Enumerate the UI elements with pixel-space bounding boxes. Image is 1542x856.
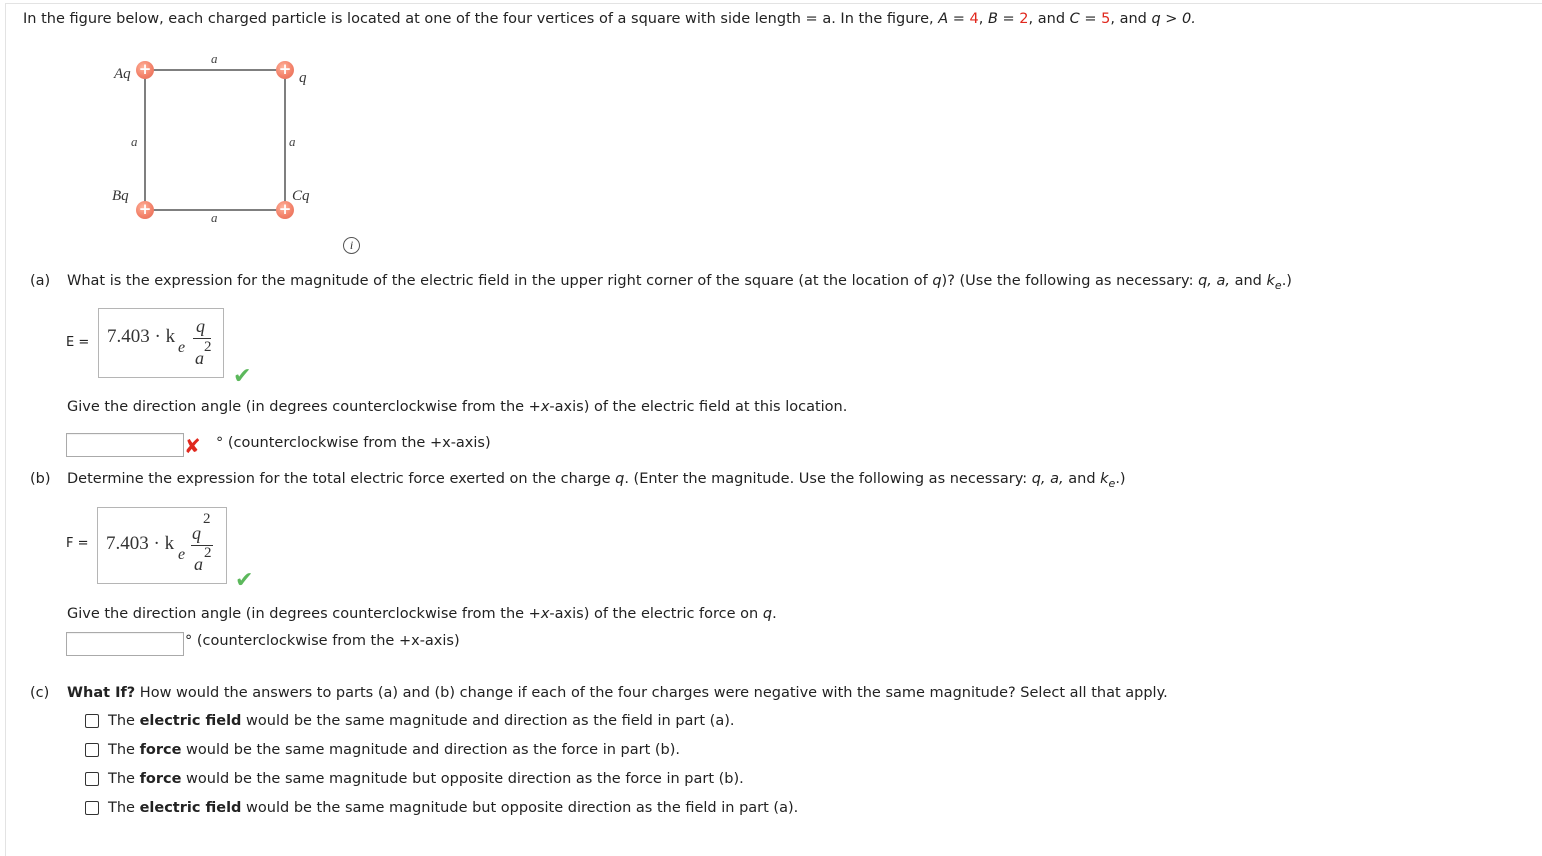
charge-top-right: + [276, 61, 294, 79]
option-label-4[interactable]: The electric field would be the same magnitude but opposite direction as the field in part (a). [108, 800, 799, 816]
part-b-answer-coef: 7.403 · k [106, 533, 175, 554]
charge-top-left: + [136, 61, 154, 79]
part-b-correct-icon: ✔ [235, 568, 254, 593]
option-label-2[interactable]: The force would be the same magnitude and direction as the force in part (b). [108, 742, 681, 758]
problem-intro: In the figure below, each charged particle is located at one of the four vertices of a square with side length = a. In the figure, A = 4, B = 2, and C = 5, and q > 0. [23, 11, 1196, 27]
intro-b-value: 2 [1019, 11, 1029, 27]
part-a-label: (a) [30, 273, 51, 289]
part-c-label: (c) [30, 685, 50, 701]
part-a-direction-input[interactable] [66, 433, 184, 457]
label-top-right: q [299, 70, 307, 86]
intro-a-label: A [938, 11, 949, 27]
part-b-direction-prompt: Give the direction angle (in degrees counterclockwise from the +x-axis) of the electric force on q. [67, 606, 777, 622]
part-b-answer-num: q [192, 523, 201, 543]
option-label-3[interactable]: The force would be the same magnitude but opposite direction as the force in part (b). [108, 771, 744, 787]
part-a-answer-box[interactable] [98, 308, 224, 378]
part-a-answer-sub: e [178, 339, 186, 356]
intro-text: In the figure below, each charged particle is located at one of the four vertices of a square with side length = a. In the figure, [23, 11, 939, 27]
option-checkbox-3[interactable] [85, 772, 99, 786]
side-label-top: a [211, 51, 218, 66]
info-icon[interactable]: i [343, 237, 360, 254]
part-a-var-label: E = [66, 335, 90, 350]
part-a-unit-text: ° (counterclockwise from the +x-axis) [216, 435, 491, 451]
charge-bottom-left: + [136, 201, 154, 219]
frame-left-border [5, 3, 6, 856]
side-label-left: a [131, 134, 138, 149]
option-checkbox-2[interactable] [85, 743, 99, 757]
part-a-answer-num: q [196, 316, 205, 336]
side-label-bottom: a [211, 210, 218, 225]
part-b-unit-text: ° (counterclockwise from the +x-axis) [185, 633, 460, 649]
label-bottom-left: Bq [112, 188, 129, 204]
label-bottom-right: Cq [292, 188, 310, 204]
charge-bottom-right: + [276, 201, 294, 219]
part-a-answer-den-exp: 2 [204, 339, 212, 355]
intro-b-label: B [987, 11, 998, 27]
part-a-incorrect-icon: ✘ [184, 434, 201, 458]
part-a-direction-prompt: Give the direction angle (in degrees counterclockwise from the +x-axis) of the electric field at this location. [67, 399, 848, 415]
side-label-right: a [289, 134, 296, 149]
part-a-answer-den: a [195, 348, 204, 368]
option-checkbox-4[interactable] [85, 801, 99, 815]
intro-a-value: 4 [969, 11, 979, 27]
part-b-answer-num-exp: 2 [203, 511, 211, 527]
part-b-var-label: F = [66, 536, 89, 551]
part-b-answer-den-exp: 2 [204, 545, 212, 561]
label-top-left: Aq [114, 66, 131, 82]
part-b-answer-box[interactable] [97, 507, 227, 584]
part-b-answer-sub: e [178, 546, 186, 563]
intro-c-label: C [1069, 11, 1080, 27]
frame-top-border [5, 3, 1542, 4]
part-c-question: What If? How would the answers to parts (a) and (b) change if each of the four charges were negative with the same magnitude? Select all that apply. [67, 685, 1168, 701]
part-a-question: What is the expression for the magnitude of the electric field in the upper right corner of the square (at the location of q)? (Use the following as necessary: q, a, and $k_e$.) [67, 273, 1292, 292]
part-b-direction-input[interactable] [66, 632, 184, 656]
part-b-label: (b) [30, 471, 51, 487]
part-a-correct-icon: ✔ [233, 364, 252, 389]
option-label-1[interactable]: The electric field would be the same magnitude and direction as the field in part (a). [108, 713, 735, 729]
part-b-answer-den: a [194, 554, 203, 574]
square-figure [100, 50, 340, 240]
intro-c-value: 5 [1101, 11, 1111, 27]
intro-q-condition: q > 0. [1151, 11, 1196, 27]
option-checkbox-1[interactable] [85, 714, 99, 728]
part-a-answer-coef: 7.403 · k [107, 326, 176, 347]
part-b-question: Determine the expression for the total electric force exerted on the charge q. (Enter the magnitude. Use the following as necessary: q, a, and $k_e$.) [67, 471, 1126, 490]
